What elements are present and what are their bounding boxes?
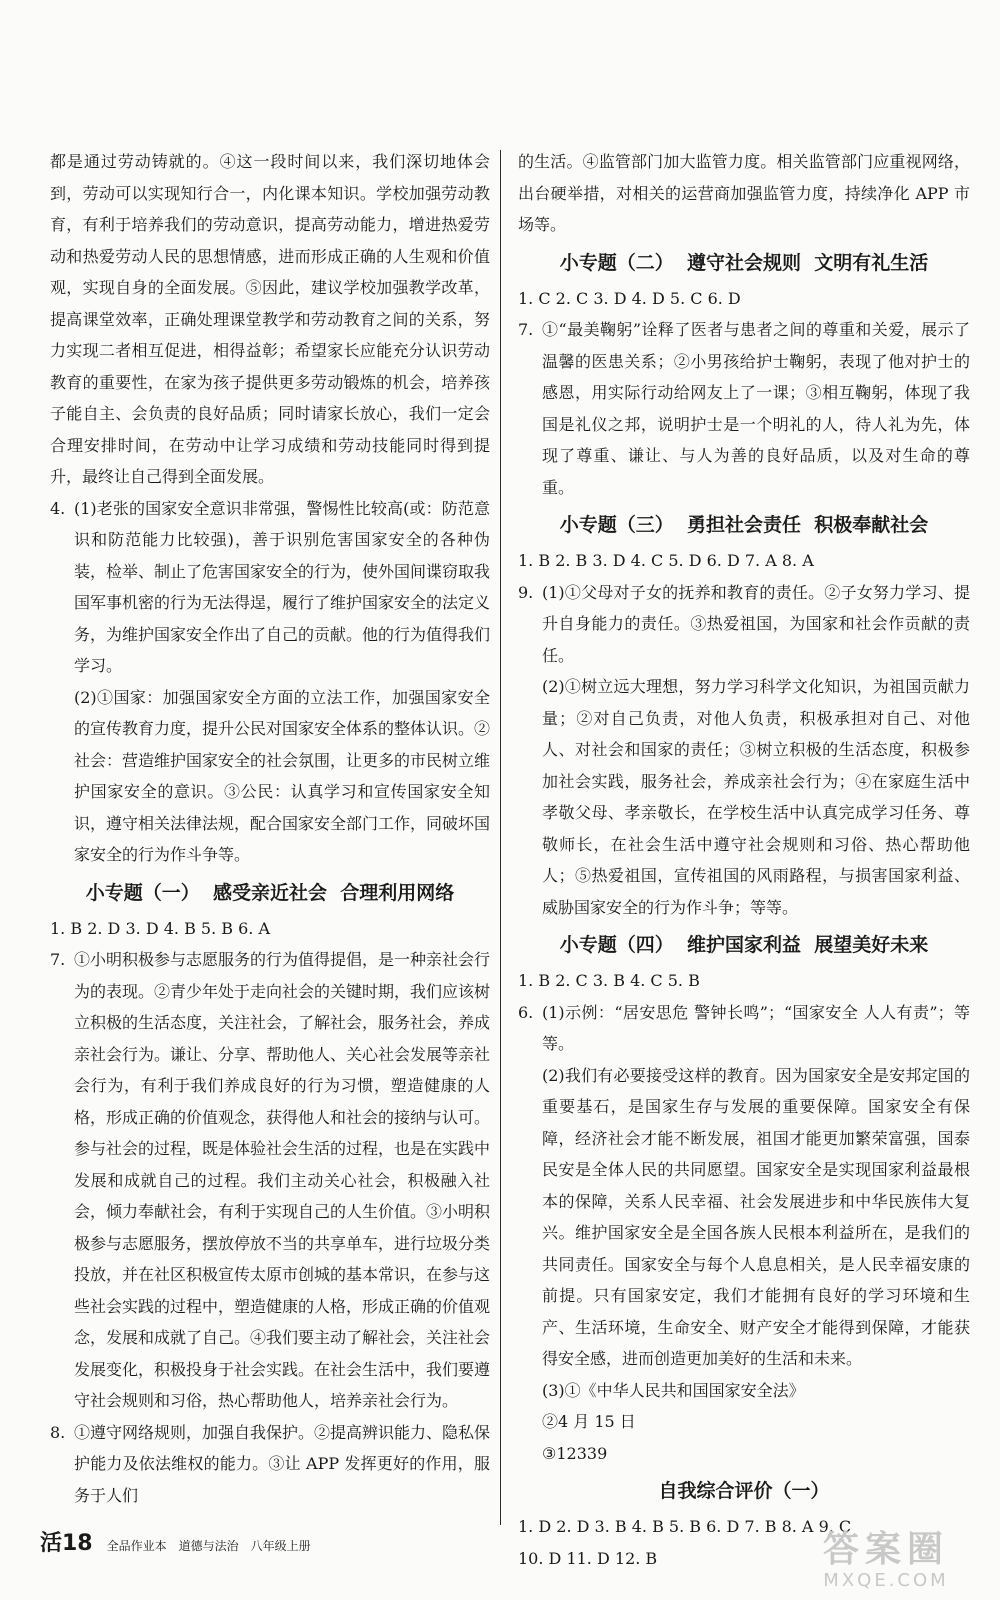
question-number: 8. xyxy=(50,1422,66,1442)
question-9 xyxy=(518,577,970,924)
answer-part-1: (1)老张的国家安全意识非常强，警惕性比较高(或：防范意识和防范能力比较强)，善于识别危害国家安全的各种伪装，检举、制止了危害国家安全的行为，使外国间谍窃取我国军事机密的行为无法得逞，履行了维护国家安全的法定义务，为维护国家安全作出了自己的贡献。他的行为值得我们学习。 xyxy=(74,498,491,675)
question-7 xyxy=(518,314,970,503)
question-6 xyxy=(518,997,970,1470)
page-number: 活18 xyxy=(40,1531,93,1556)
watermark-url: MXQE.COM xyxy=(823,1570,949,1591)
question-number: 7. xyxy=(50,950,66,969)
section-heading-2: 小专题（二） 遵守社会规则 文明有礼生活 xyxy=(559,251,929,274)
right-column xyxy=(518,146,970,1574)
answer-part-3-2: ②4 月 15 日 xyxy=(542,1412,636,1431)
question-4 xyxy=(50,493,490,871)
choice-answers-2: 1. C 2. C 3. D 4. D 5. C 6. D xyxy=(518,288,741,308)
choice-answers-4: 1. B 2. C 3. B 4. C 5. B xyxy=(518,971,700,990)
grade-label: 八年级上册 xyxy=(250,1539,311,1553)
answer-text: ①“最美鞠躬”诠释了医者与患者之间的尊重和关爱，展示了温馨的医患关系；②小男孩给护士鞠躬，表现了他对护士的感恩，用实际行动给网友上了一课；③相互鞠躬，体现了我国是礼仪之邦，说明护士是一个明礼的人，待人礼为先，体现了尊重、谦让、与人为善的良好品质，以及对生命的尊重。 xyxy=(542,320,970,497)
column-divider xyxy=(500,150,501,1525)
answer-part-3-3: ③12339 xyxy=(542,1443,608,1463)
section-heading-5: 自我综合评价（一） xyxy=(658,1480,830,1502)
answer-part-1: (1)示例：“居安思危 警钟长鸣”；“国家安全 人人有责”；等等。 xyxy=(542,1002,970,1053)
paragraph-continued: 的生活。④监管部门加大监管力度。相关监管部门应重视网络，出台硬举措，对相关的运营商加强监管力度，持续净化 APP 市场等。 xyxy=(518,152,970,234)
section-heading-3: 小专题（三） 勇担社会责任 积极奉献社会 xyxy=(559,514,929,536)
choice-answers-3: 1. B 2. B 3. D 4. C 5. D 6. D 7. A 8. A xyxy=(518,551,814,570)
watermark-logo xyxy=(786,1530,986,1596)
answer-part-3-1: (3)①《中华人民共和国国家安全法》 xyxy=(542,1380,805,1400)
book-title: 全品作业本 xyxy=(106,1539,167,1553)
paragraph-continued: 都是通过劳动铸就的。④这一段时间以来，我们深切地体会到，劳动可以实现知行合一，内化课本知识。学校加强劳动教育，有利于培养我们的劳动意识，提高劳动能力，增进热爱劳动和热爱劳动人民的思想情感，进而形成正确的人生观和价值观，实现自身的全面发展。⑤因此，建议学校加强教学改革，提高课堂效率，正确处理课堂教学和劳动教育之间的关系，努力实现二者相互促进，相得益彰；希望家长应能充分认识劳动教育的重要性，在家为孩子提供更多劳动锻炼的机会，培养孩子能自主、会负责的良好品质；同时请家长放心，我们一定会合理安排时间，在劳动中让学习成绩和劳动技能同时得到提升，最终让自己得到全面发展。 xyxy=(50,152,490,486)
answer-text: ①小明积极参与志愿服务的行为值得提倡，是一种亲社会行为的表现。②青少年处于走向社会的关键时期，我们应该树立积极的生活态度，关注社会，了解社会，服务社会，养成亲社会行为。谦让、分享、帮助他人、关心社会发展等亲社会行为，有利于我们养成良好的行为习惯，塑造健康的人格，形成正确的价值观念，获得他人和社会的接纳与认可。参与社会的过程，既是体验社会生活的过程，也是在实践中发展和成就自己的过程。我们主动关心社会，积极融入社会，倾力奉献社会，有利于实现自己的人生价值。③小明积极参与志愿服务，摆放停放不当的共享单车，进行垃圾分类投放，并在社区积极宣传太原市创城的基本常识，在参与这些社会实践的过程中，塑造健康的人格，形成正确的价值观念，发展和成就了自己。④我们要主动了解社会，关注社会发展变化，积极投身于社会实践。在社会生活中，我们要遵守社会规则和习俗，热心帮助他人，培养亲社会行为。 xyxy=(74,950,491,1410)
subject-name: 道德与法治 xyxy=(178,1539,239,1553)
watermark-text: 答案圈 xyxy=(822,1529,949,1570)
question-8 xyxy=(50,1417,490,1512)
question-number: 9. xyxy=(518,582,534,602)
question-number: 6. xyxy=(518,1002,534,1022)
answer-part-2: (2)①国家：加强国家安全方面的立法工作，加强国家安全的宣传教育力度，提升公民对国家安全体系的整体认识。②社会：营造维护国家安全的社会氛围，让更多的市民树立维护国家安全的意识。③公民：认真学习和宣传国家安全知识，遵守相关法律法规，配合国家安全部门工作，同破坏国家安全的行为作斗争等。 xyxy=(74,687,491,864)
section-heading-4: 小专题（四） 维护国家利益 展望美好未来 xyxy=(559,934,929,956)
answer-part-2: (2)我们有必要接受这样的教育。因为国家安全是安邦定国的重要基石，是国家生存与发展的重要保障。国家安全有保障，经济社会才能不断发展，祖国才能更加繁荣富强，国泰民安是全体人民的共同愿望。国家安全是实现国家利益最根本的保障，关系人民幸福、社会发展进步和中华民族伟大复兴。维护国家安全是全国各族人民根本利益所在，是我们的共同责任。国家安全与每个人息息相关，是人民幸福安康的前提。只有国家安定，我们才能拥有良好的学习环境和生产、生活环境，生命安全、财产安全才能得到保障，才能获得安全感，进而创造更加美好的生活和未来。 xyxy=(542,1065,970,1368)
answer-part-1: (1)①父母对子女的抚养和教育的责任。②子女努力学习、提升自身能力的责任。③热爱祖国，为国家和社会作贡献的责任。 xyxy=(542,582,970,665)
choice-answers-5-line-2: 10. D 11. D 12. B xyxy=(518,1548,658,1568)
section-heading-1: 小专题（一） 感受亲近社会 合理利用网络 xyxy=(85,881,455,904)
choice-answers-5-line-1: 1. D 2. D 3. B 4. B 5. B 6. D 7. B 8. A 9. C xyxy=(518,1517,852,1536)
question-number: 7. xyxy=(518,320,534,339)
page-footer xyxy=(40,1526,323,1557)
question-number: 4. xyxy=(50,498,66,518)
question-7 xyxy=(50,944,490,1417)
choice-answers-1: 1. B 2. D 3. D 4. B 5. B 6. A xyxy=(50,918,271,938)
answer-text: ①遵守网络规则，加强自我保护。②提高辨识能力、隐私保护能力及依法维权的能力。③让 APP 发挥更好的作用，服务于人们 xyxy=(74,1422,491,1505)
left-column xyxy=(50,146,490,1511)
answer-part-2: (2)①树立远大理想，努力学习科学文化知识，为祖国贡献力量；②对自己负责，对他人负责，积极承担对自己、对他人、对社会和国家的责任；③树立积极的生活态度，积极参加社会实践，服务社会，养成亲社会行为；④在家庭生活中孝敬父母、孝亲敬长，在学校生活中认真完成学习任务、尊敬师长，在社会生活中遵守社会规则和习俗、热心帮助他人；⑤热爱祖国，宣传祖国的风雨路程，与损害国家利益、威胁国家安全的行为作斗争；等等。 xyxy=(542,677,970,917)
